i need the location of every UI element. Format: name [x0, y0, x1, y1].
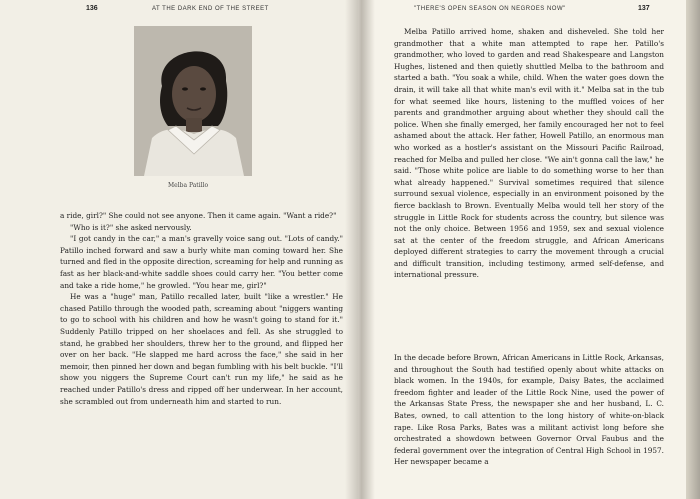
photo-caption: Melba Patillo — [168, 182, 209, 189]
left-body-text — [60, 210, 343, 407]
left-page-number: 136 — [86, 5, 98, 12]
right-body-text-top — [394, 26, 664, 281]
right-page-number: 137 — [638, 5, 650, 12]
paragraph: a ride, girl?" She could not see anyone. Then it came again. "Want a ride?" — [60, 211, 337, 220]
paragraph: Melba Patillo arrived home, shaken and disheveled. She told her grandmother that a white man attempted to rape her. Patillo's grandmother, who loved to garden and read Shakespeare and Langston Hughes, listened and then quietly shuttled Melba to the bathroom and started a bath. "You soak a while, child. When the water goes down the drain, it will take all that white man's evil with it." Melba sat in the tub for what seemed like hours, listening to the muffled voices of her parents and grandmother arguing about whether they should call the police. When she finally emerged, her family encouraged her not to feel ashamed about the attack. Her father, Howell Patillo, an enormous man who worked as a hostler's assistant on the Missouri Pacific Railroad, reached for Melba and pulled her close. "We ain't gonna call the law," he said. "Those white police are liable to do something worse to her than what already happened." Survival sometimes required that silence surround sexual violence, especially in an environment poisoned by the fierce backlash to Brown. Eventually Melba would tell her story of the struggle in Little Rock for students across the country, but silence was not the only choice. Between 1956 and 1959, sex and sexual violence sat at the center of the freedom struggle, and African Americans deployed different strategies to carry the movement through a crucial and difficult transition, including testimony, armed self-defense, and international pressure. — [394, 27, 664, 280]
paragraph: He was a "huge" man, Patillo recalled later, built "like a wrestler." He chased Patillo through the wooded path, screaming about "niggers wanting to go to school with his children and how he wasn't going to stand for it." Suddenly Patillo tripped on her shoelaces and fell. As she struggled to stand, he grabbed her shoulders, threw her to the ground, and flipped her over on her back. "He slapped me hard across the face," she said in her memoir, then pinned her down and began fumbling with his belt buckle. "I'll show you niggers the Supreme Court can't run my life," he said as he reached under Patillo's dress and ripped off her underwear. In her account, she scrambled out from underneath him and started to run. — [60, 292, 343, 406]
paragraph: "I got candy in the car," a man's gravelly voice sang out. "Lots of candy." Patillo inched forward and saw a burly white man coming toward her. She turned and fled in the opposite direction, screaming for help and running as fast as her black-and-white saddle shoes could carry her. "You better come and take a ride home," he growled. "You hear me, girl?" — [60, 234, 343, 290]
paragraph: "Who is it?" she asked nervously. — [70, 222, 192, 232]
right-running-head: "THERE'S OPEN SEASON ON NEGROES NOW" — [414, 6, 566, 12]
page-edge — [686, 0, 700, 499]
left-running-head: AT THE DARK END OF THE STREET — [152, 6, 269, 12]
portrait-illustration — [134, 26, 252, 176]
right-body-text-bottom — [394, 352, 664, 468]
paragraph: In the decade before Brown, African Americans in Little Rock, Arkansas, and throughout the South had testified openly about white attacks on black women. In the 1940s, for example, Daisy Bates, the acclaimed freedom fighter and leader of the Little Rock Nine, used the power of the Arkansas State Press, the newspaper she and her husband, L. C. Bates, owned, to call attention to the long history of white-on-black rape. Like Rosa Parks, Bates was a militant activist long before she orchestrated a showdown between Governor Orval Faubus and the federal government over the integration of Central High School in 1957. Her newspaper became a — [394, 353, 664, 467]
melba-patillo-photo — [134, 26, 252, 176]
book-gutter — [345, 0, 375, 499]
right-page — [358, 0, 700, 499]
